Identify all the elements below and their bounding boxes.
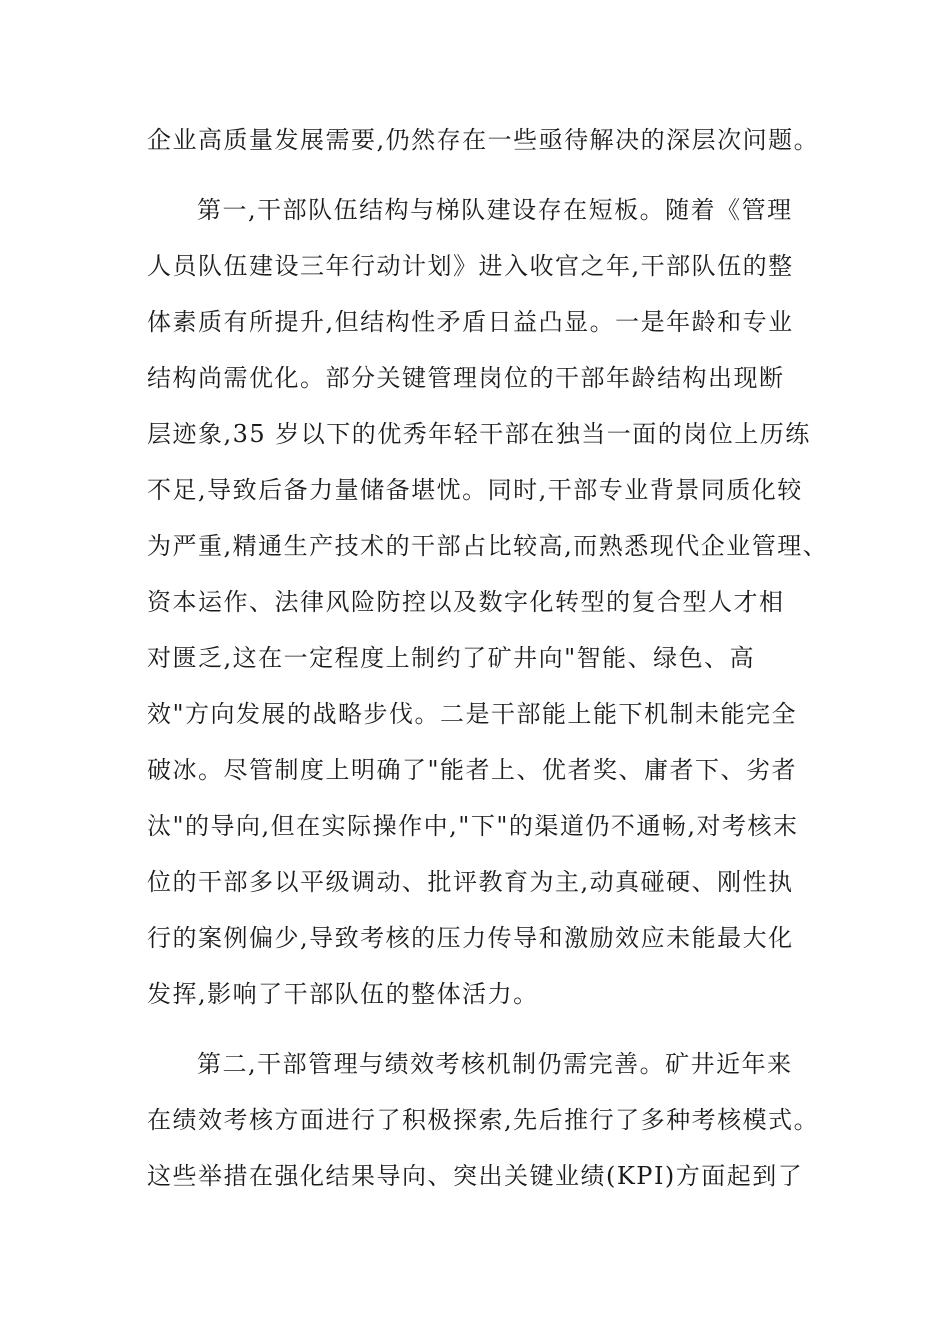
text-line: 行的案例偏少,导致考核的压力传导和激励效应未能最大化 xyxy=(147,924,794,952)
paragraph-first-line: 第一,干部队伍结构与梯队建设存在短板。随着《管理 xyxy=(197,196,793,224)
text-line: 为严重,精通生产技术的干部占比较高,而熟悉现代企业管理、 xyxy=(147,532,829,560)
text-line: 汰"的导向,但在实际操作中,"下"的渠道仍不通畅,对考核末 xyxy=(147,812,799,840)
text-line: 人员队伍建设三年行动计划》进入收官之年,干部队伍的整 xyxy=(147,252,794,280)
text-line: 发挥,影响了干部队伍的整体活力。 xyxy=(147,980,539,1008)
text-line: 破冰。尽管制度上明确了"能者上、优者奖、庸者下、劣者 xyxy=(147,756,798,784)
text-line: 层迹象,35 岁以下的优秀年轻干部在独当一面的岗位上历练 xyxy=(147,420,811,448)
paragraph-first-line: 第二,干部管理与绩效考核机制仍需完善。矿井近年来 xyxy=(197,1050,793,1078)
text-line: 对匮乏,这在一定程度上制约了矿井向"智能、绿色、高 xyxy=(147,644,756,672)
text-line: 位的干部多以平级调动、批评教育为主,动真碰硬、刚性执 xyxy=(147,868,794,896)
text-line: 效"方向发展的战略步伐。二是干部能上能下机制未能完全 xyxy=(147,700,798,728)
text-line: 资本运作、法律风险防控以及数字化转型的复合型人才相 xyxy=(147,588,785,616)
text-line: 这些举措在强化结果导向、突出关键业绩(KPI)方面起到了 xyxy=(147,1162,804,1190)
text-line: 结构尚需优化。部分关键管理岗位的干部年龄结构出现断 xyxy=(147,364,785,392)
text-line: 企业高质量发展需要,仍然存在一些亟待解决的深层次问题。 xyxy=(147,126,820,154)
text-line: 体素质有所提升,但结构性矛盾日益凸显。一是年龄和专业 xyxy=(147,308,794,336)
text-line: 不足,导致后备力量储备堪忧。同时,干部专业背景同质化较 xyxy=(147,476,803,504)
text-line: 在绩效考核方面进行了积极探索,先后推行了多种考核模式。 xyxy=(147,1106,820,1134)
